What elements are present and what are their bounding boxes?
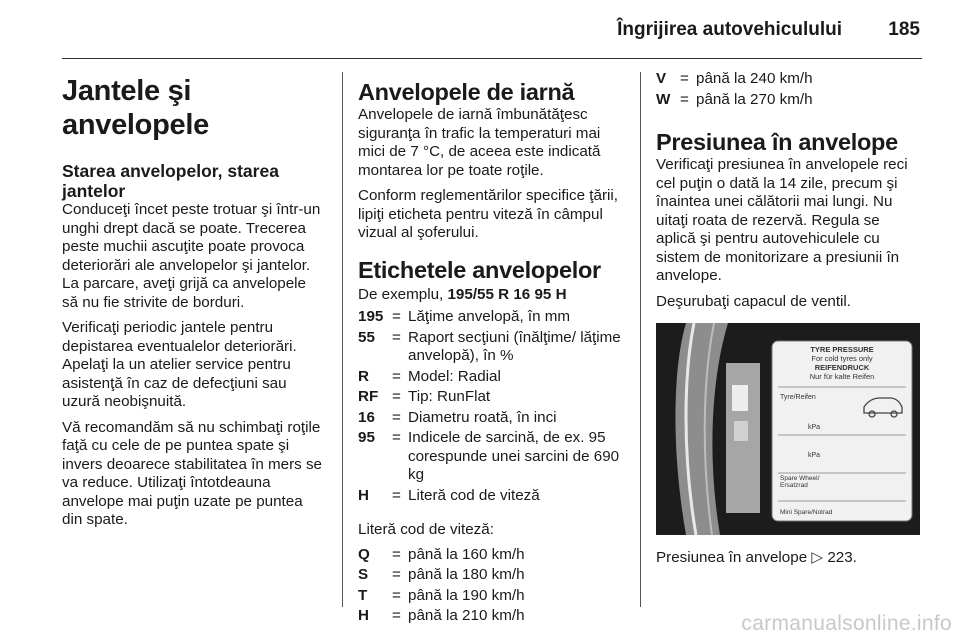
def-eq: = [392, 308, 401, 325]
label-title: TYRE PRESSURE [810, 345, 874, 354]
column-divider-2 [640, 72, 641, 607]
label-row-tyre: Tyre/Reifen [780, 394, 816, 401]
def-eq: = [392, 586, 401, 604]
speed-list [358, 546, 628, 628]
section-heading-tyre-designations: Etichetele anvelopelor [358, 256, 601, 283]
def-key: H [358, 486, 369, 504]
paragraph: Verificaţi presiunea în anvelopele reci cel puţin o dată la 14 zile, precum şi înaintea unei călătorii mai lungi. Nu uitaţi roata de rezervă. Regula se aplică şi pentru autovehiculele cu sistem de monitorizare a presiunii în anvelope. [656, 156, 908, 284]
paragraph: Conform reglementărilor specifice ţării, lipiţi eticheta pentru viteză în câmpul vizual al şoferului. [358, 187, 618, 241]
section-heading-tyre-pressure: Presiunea în anvelope [656, 129, 898, 155]
def-value: Model: Radial [408, 367, 501, 385]
label-text-block [772, 345, 912, 381]
ref-page-link[interactable]: 223. [827, 549, 857, 566]
column-divider-1 [342, 72, 343, 607]
label-unit: kPa [808, 424, 821, 431]
paragraph: Verificaţi periodic jantele pentru depistarea eventualelor deteriorări. Apelaţi la un atelier service pentru asistenţă în caz de defecţiuni sau uzură neobişnuită. [62, 319, 297, 410]
paragraph: Deşurubaţi capacul de ventil. [656, 292, 852, 310]
def-eq: = [392, 408, 401, 426]
page-header [62, 0, 922, 60]
speed-value: până la 240 km/h [696, 70, 813, 87]
speed-intro: Literă cod de viteză: [358, 521, 494, 538]
ref-arrow-icon: ▷ [811, 549, 824, 566]
page-number: 185 [888, 19, 920, 40]
def-eq: = [680, 70, 689, 87]
def-eq: = [392, 429, 401, 446]
cross-reference [656, 549, 922, 572]
ref-text: Presiunea în anvelope [656, 549, 808, 566]
speed-value: până la 210 km/h [408, 607, 525, 624]
paragraph: Vă recomandăm să nu schimbaţi roţile faţă cu cele de pe puntea spate şi invers deoarece stabilitatea în mers se va reduce. Utilizaţi întotdeauna anvelope mai puţin uzate pe puntea din spate. [62, 418, 323, 528]
example-prefix: De exemplu, [358, 285, 448, 303]
def-eq: = [392, 328, 401, 346]
def-eq: = [392, 486, 401, 504]
speed-key: H [358, 607, 369, 624]
def-key: R [358, 367, 369, 385]
def-eq: = [392, 367, 401, 385]
label-sub2: Nur für kalte Reifen [809, 372, 875, 381]
def-key: 195 [358, 308, 384, 325]
section-heading-rims-tyres: Jantele şi anvelopele [62, 75, 209, 141]
speed-key: W [656, 90, 671, 108]
def-key: 55 [358, 328, 375, 346]
speed-key: V [656, 70, 667, 87]
def-eq: = [392, 566, 401, 583]
label-sub1: For cold tyres only [811, 354, 873, 363]
paragraph: Conduceţi încet peste trotuar şi într-un unghi drept dacă se poate. Trecerea peste muchii ascuţite poate provoca deteriorări ale anvelopelor şi jantelor. La parcare, aveţi grijă ca anvelopele să nu fie strivite de borduri. [62, 201, 321, 311]
def-key: 16 [358, 408, 375, 426]
paragraph: Anvelopele de iarnă îmbunătăţesc siguranţa în trafic la temperaturi mai mici de 7 °C, de aceea este indicată montarea lor pe toate roţile. [358, 106, 601, 179]
speed-key: T [358, 586, 368, 604]
example-line [358, 286, 628, 305]
def-eq: = [392, 388, 401, 405]
def-value: Diametru roată, în inci [408, 408, 557, 426]
def-value: Tip: RunFlat [408, 388, 491, 405]
header-title: Îngrijirea autovehiculului [617, 19, 842, 40]
speed-key: Q [358, 545, 370, 563]
speed-value: până la 270 km/h [696, 90, 813, 108]
def-key: RF [358, 388, 379, 405]
speed-key: S [358, 566, 369, 583]
example-code: 195/55 R 16 95 H [447, 285, 567, 303]
watermark: carmanualsonline.info [741, 612, 952, 635]
column-1 [62, 70, 324, 537]
def-key: 95 [358, 429, 375, 446]
speed-value: până la 160 km/h [408, 545, 525, 563]
label-unit: kPa [808, 452, 821, 459]
header-rule [62, 58, 922, 59]
label-row-spare: Spare Wheel/ Ersatzrad [780, 475, 820, 489]
speed-value: până la 180 km/h [408, 566, 525, 583]
column-2 [358, 70, 628, 628]
def-value: Literă cod de viteză [408, 486, 540, 504]
def-value: Indicele de sarcină, de ex. 95 corespunde unei sarcini de 690 kg [408, 429, 620, 483]
def-value: Lăţime anvelopă, în mm [408, 308, 571, 325]
def-eq: = [680, 90, 689, 108]
label-title2: REIFENDRUCK [814, 363, 870, 372]
def-eq: = [392, 545, 401, 563]
subheading-tyre-condition: Starea anvelopelor, starea jantelor [62, 161, 279, 201]
column-3 [656, 70, 922, 579]
def-value: Raport secţiuni (înălţime/ lăţime anvelopă), în % [408, 328, 621, 364]
tyre-pressure-label-figure [656, 323, 920, 535]
section-heading-winter-tyres: Anvelopele de iarnă [358, 79, 575, 105]
label-row-minispare: Mini Spare/Notrad [780, 509, 833, 516]
designation-list [358, 308, 628, 507]
speed-value: până la 190 km/h [408, 586, 525, 604]
speed-list-continued [656, 70, 922, 111]
def-eq: = [392, 607, 401, 624]
